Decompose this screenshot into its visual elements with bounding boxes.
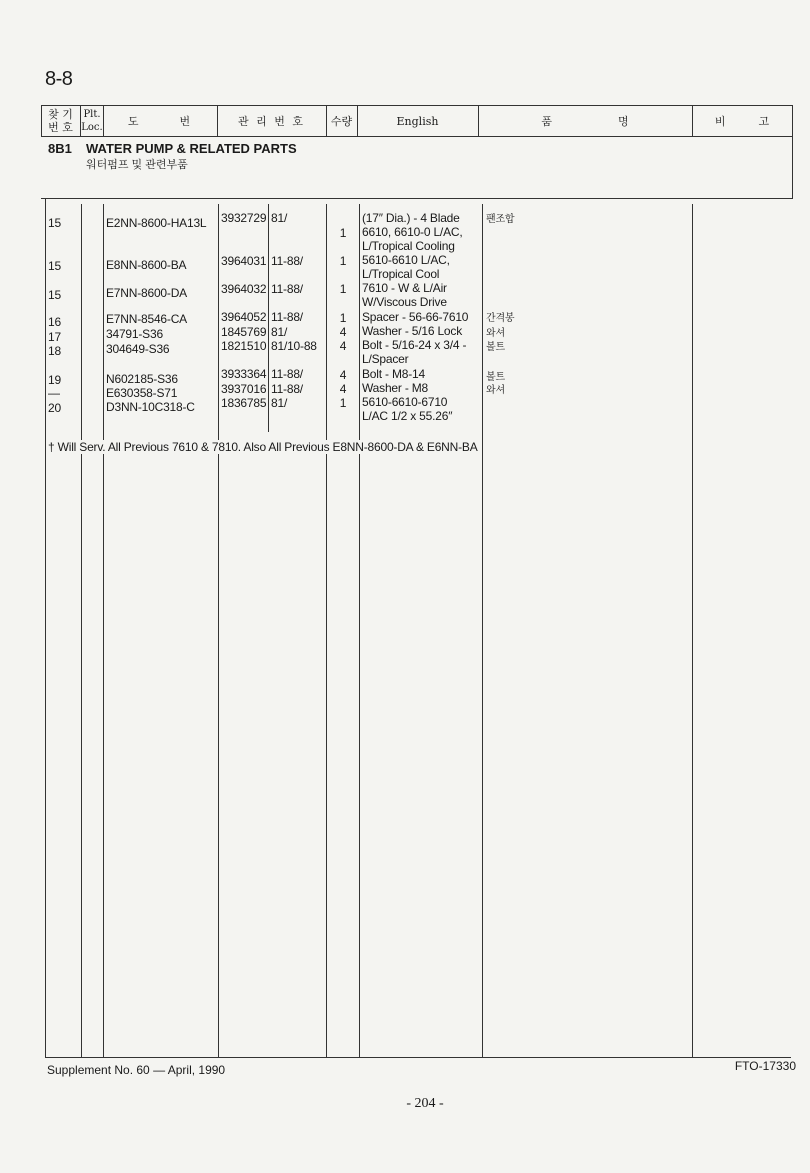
header-loc-bottom: Loc. bbox=[81, 122, 103, 133]
row-management-number: 3932729 bbox=[221, 211, 267, 225]
section-code: 8B1 bbox=[48, 141, 72, 156]
row-quantity: 4 bbox=[339, 325, 347, 339]
row-management-number: 3937016 bbox=[221, 382, 267, 396]
row-index: 15 bbox=[48, 216, 61, 230]
header-english: English bbox=[396, 114, 439, 128]
row-description-line: L/Tropical Cool bbox=[362, 267, 440, 281]
row-description-line: L/AC 1/2 x 55.26″ bbox=[362, 409, 453, 423]
section-title: WATER PUMP & RELATED PARTS bbox=[86, 141, 297, 156]
row-description-line: 6610, 6610-0 L/AC, bbox=[362, 225, 463, 239]
row-korean-name: 볼트 bbox=[486, 342, 505, 353]
row-korean-name: 간격봉 bbox=[486, 313, 515, 324]
row-description-line: W/Viscous Drive bbox=[362, 295, 447, 309]
row-management-number: 3964032 bbox=[221, 282, 267, 296]
header-loc-top: Plt. bbox=[83, 109, 101, 120]
row-description-line: Bolt - 5/16-24 x 3/4 - bbox=[362, 338, 467, 352]
row-description-line: 5610-6610-6710 bbox=[362, 395, 448, 409]
header-plant-location bbox=[81, 106, 103, 136]
row-date-range: 81/10-88 bbox=[271, 339, 317, 353]
row-date-range: 11-88/ bbox=[271, 382, 303, 396]
row-quantity: 4 bbox=[339, 339, 347, 353]
row-part-number: E2NN-8600-HA13L bbox=[106, 216, 207, 230]
row-index: 18 bbox=[48, 344, 61, 358]
header-remarks: 비 고 bbox=[714, 115, 770, 128]
row-part-number: E7NN-8546-CA bbox=[106, 312, 187, 326]
row-description-line: Washer - 5/16 Lock bbox=[362, 324, 462, 338]
row-part-number: 34791-S36 bbox=[106, 327, 163, 341]
row-korean-name: 와셔 bbox=[486, 385, 505, 396]
header-quantity: 수량 bbox=[330, 115, 353, 128]
row-index: 17 bbox=[48, 330, 61, 344]
row-description-line: 7610 - W & L/Air bbox=[362, 281, 447, 295]
header-index-top: 찾 기 bbox=[48, 108, 73, 121]
row-part-number: N602185-S36 bbox=[106, 372, 178, 386]
row-index: — bbox=[48, 386, 60, 400]
row-part-number: E630358-S71 bbox=[106, 386, 178, 400]
row-part-number: 304649-S36 bbox=[106, 342, 170, 356]
row-date-range: 81/ bbox=[271, 325, 288, 339]
row-quantity: 4 bbox=[339, 382, 347, 396]
row-part-number: D3NN-10C318-C bbox=[106, 400, 195, 414]
row-korean-name: 팬조합 bbox=[486, 214, 515, 225]
row-date-range: 11-88/ bbox=[271, 254, 303, 268]
row-index: 15 bbox=[48, 259, 61, 273]
row-index: 20 bbox=[48, 401, 61, 415]
row-quantity: 1 bbox=[339, 282, 347, 296]
row-management-number: 1821510 bbox=[221, 339, 267, 353]
row-description-line: L/Tropical Cooling bbox=[362, 239, 455, 253]
row-management-number: 3964052 bbox=[221, 310, 267, 324]
row-korean-name: 볼트 bbox=[486, 372, 505, 383]
page-label: 8-8 bbox=[45, 68, 73, 90]
row-index: 15 bbox=[48, 288, 61, 302]
row-management-number: 3933364 bbox=[221, 367, 267, 381]
header-index-bottom: 번 호 bbox=[48, 121, 73, 134]
row-description-line: Spacer - 56-66-7610 bbox=[362, 310, 469, 324]
row-quantity: 1 bbox=[339, 311, 347, 325]
row-index: 16 bbox=[48, 315, 61, 329]
row-description-line: (17″ Dia.) - 4 Blade bbox=[362, 211, 460, 225]
row-description-line: Washer - M8 bbox=[362, 381, 429, 395]
row-quantity: 1 bbox=[339, 226, 347, 240]
footnote: † Will Serv. All Previous 7610 & 7810. Also All Previous E8NN-8600-DA & E6NN-BA bbox=[48, 440, 482, 454]
row-date-range: 81/ bbox=[271, 396, 288, 410]
row-index: 19 bbox=[48, 373, 61, 387]
row-quantity: 1 bbox=[339, 396, 347, 410]
row-date-range: 81/ bbox=[271, 211, 288, 225]
header-management-number: 관 리 번 호 bbox=[238, 115, 305, 128]
row-date-range: 11-88/ bbox=[271, 367, 303, 381]
supplement-note: Supplement No. 60 — April, 1990 bbox=[47, 1063, 226, 1077]
row-part-number: E7NN-8600-DA bbox=[106, 286, 187, 300]
section-subtitle: 워터펌프 및 관련부품 bbox=[86, 159, 188, 171]
row-part-number: E8NN-8600-BA bbox=[106, 258, 187, 272]
header-part-number: 도 번 bbox=[127, 115, 193, 128]
row-quantity: 1 bbox=[339, 254, 347, 268]
row-management-number: 1845769 bbox=[221, 325, 267, 339]
row-quantity: 4 bbox=[339, 368, 347, 382]
page-number: - 204 - bbox=[406, 1096, 444, 1111]
row-management-number: 1836785 bbox=[221, 396, 267, 410]
header-korean-name: 품 명 bbox=[541, 115, 629, 128]
row-description-line: Bolt - M8-14 bbox=[362, 367, 425, 381]
row-description-line: L/Spacer bbox=[362, 352, 409, 366]
row-date-range: 11-88/ bbox=[271, 282, 303, 296]
row-description-line: 5610-6610 L/AC, bbox=[362, 253, 450, 267]
header-index bbox=[41, 106, 80, 136]
row-korean-name: 와셔 bbox=[486, 328, 505, 339]
form-number: FTO-17330 bbox=[734, 1059, 796, 1073]
row-management-number: 3964031 bbox=[221, 254, 267, 268]
row-date-range: 11-88/ bbox=[271, 310, 303, 324]
